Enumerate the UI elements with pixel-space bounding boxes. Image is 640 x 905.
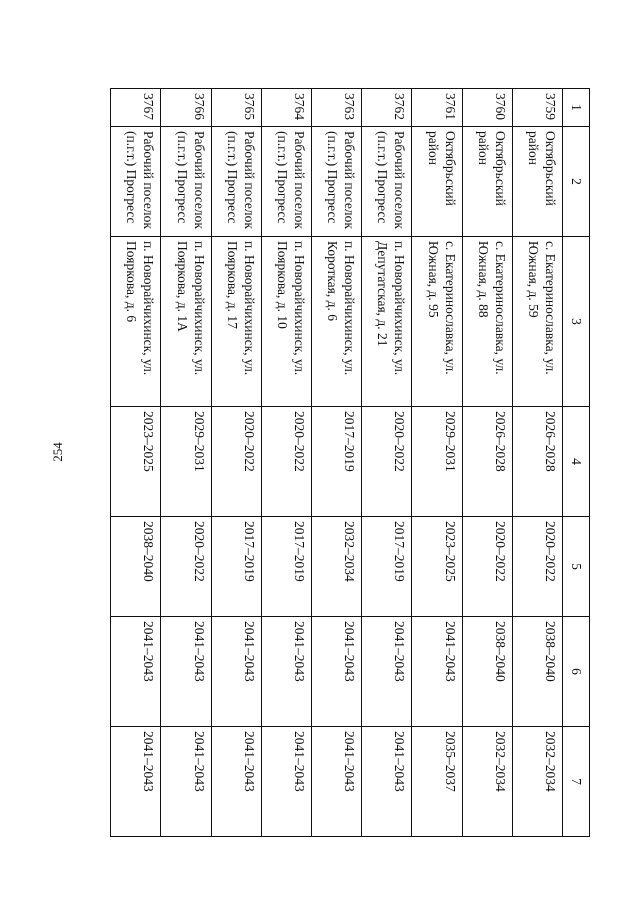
table-cell: 2017–2019: [311, 407, 361, 517]
table-cell: с. Екатеринославка, ул. Южная, д. 95: [412, 237, 462, 407]
table-row: [462, 89, 512, 837]
table-cell: Октябрьский район: [462, 127, 512, 237]
header-cell: 1: [563, 89, 590, 127]
table-cell: 2038–2040: [462, 617, 512, 727]
table-cell: п. Новорайчихинск, ул. Короткая, д. 6: [311, 237, 361, 407]
table-cell: 2032–2034: [311, 517, 361, 617]
header-cell: 4: [563, 407, 590, 517]
table-cell: п. Новорайчихинск, ул. Пояркова, д. 10: [261, 237, 311, 407]
table-cell: 2020–2022: [211, 407, 261, 517]
table-cell: 2041–2043: [211, 617, 261, 727]
table-cell: Октябрьский район: [512, 127, 562, 237]
table-cell: с. Екатеринославка, ул. Южная, д. 59: [512, 237, 562, 407]
table-cell: 3765: [211, 89, 261, 127]
header-cell: 3: [563, 237, 590, 407]
table-body: [111, 89, 590, 837]
table-cell: 2041–2043: [161, 727, 211, 837]
table-cell: 3766: [161, 89, 211, 127]
table-cell: Рабочий поселок (п.г.т.) Прогресс: [111, 127, 161, 237]
table-cell: 2017–2019: [261, 517, 311, 617]
table-cell: 2029–2031: [161, 407, 211, 517]
table-cell: 2041–2043: [111, 617, 161, 727]
table-cell: п. Новорайчихинск, ул. Пояркова, д. 6: [111, 237, 161, 407]
header-cell: 7: [563, 727, 590, 837]
table-cell: 2020–2022: [362, 407, 412, 517]
table-cell: Рабочий поселок (п.г.т.) Прогресс: [311, 127, 361, 237]
table-row: [311, 89, 361, 837]
table-cell: 2041–2043: [311, 727, 361, 837]
table-cell: 2026–2028: [462, 407, 512, 517]
table-cell: 2041–2043: [412, 617, 462, 727]
table-row: [211, 89, 261, 837]
table-cell: 3767: [111, 89, 161, 127]
table-cell: 2041–2043: [261, 727, 311, 837]
table-cell: 2041–2043: [311, 617, 361, 727]
table-cell: 2041–2043: [362, 727, 412, 837]
table-row: [412, 89, 462, 837]
table-cell: 2020–2022: [512, 517, 562, 617]
header-row: [563, 89, 590, 837]
table-cell: 2020–2022: [462, 517, 512, 617]
table-row: [362, 89, 412, 837]
table-cell: Рабочий поселок (п.г.т.) Прогресс: [261, 127, 311, 237]
table-cell: 2017–2019: [211, 517, 261, 617]
table-cell: 2038–2040: [512, 617, 562, 727]
header-cell: 5: [563, 517, 590, 617]
table-cell: п. Новорайчихинск, ул. Пояркова, д. 17: [211, 237, 261, 407]
table-cell: Октябрьский район: [412, 127, 462, 237]
table-cell: 2041–2043: [211, 727, 261, 837]
table-cell: 3763: [311, 89, 361, 127]
table-cell: 2032–2034: [462, 727, 512, 837]
table-cell: 3761: [412, 89, 462, 127]
table-cell: 2029–2031: [412, 407, 462, 517]
table-row: [512, 89, 562, 837]
header-cell: 6: [563, 617, 590, 727]
table-row: [161, 89, 211, 837]
table-cell: 3764: [261, 89, 311, 127]
header-cell: 2: [563, 127, 590, 237]
table-cell: 2038–2040: [111, 517, 161, 617]
rotated-table-container: [110, 88, 590, 836]
table-cell: 3760: [462, 89, 512, 127]
table-cell: 2035–2037: [412, 727, 462, 837]
table-cell: 2041–2043: [261, 617, 311, 727]
table-cell: с. Екатеринославка, ул. Южная, д. 88: [462, 237, 512, 407]
page-number: 254: [50, 442, 65, 462]
table-cell: 2041–2043: [111, 727, 161, 837]
table-cell: 2023–2025: [111, 407, 161, 517]
table-cell: 2017–2019: [362, 517, 412, 617]
table-cell: 2026–2028: [512, 407, 562, 517]
table-row: [261, 89, 311, 837]
table-cell: 2023–2025: [412, 517, 462, 617]
table-cell: п. Новорайчихинск, ул. Депутатская, д. 21: [362, 237, 412, 407]
data-table: [110, 88, 590, 837]
table-cell: 2041–2043: [362, 617, 412, 727]
table-cell: 3762: [362, 89, 412, 127]
table-cell: Рабочий поселок (п.г.т.) Прогресс: [161, 127, 211, 237]
table-cell: 2041–2043: [161, 617, 211, 727]
table-cell: 2020–2022: [161, 517, 211, 617]
table-cell: 2020–2022: [261, 407, 311, 517]
table-row: [111, 89, 161, 837]
table-cell: 3759: [512, 89, 562, 127]
table-cell: Рабочий поселок (п.г.т.) Прогресс: [211, 127, 261, 237]
table-cell: 2032–2034: [512, 727, 562, 837]
table-cell: Рабочий поселок (п.г.т.) Прогресс: [362, 127, 412, 237]
table-cell: п. Новорайчихинск, ул. Пояркова, д. 1А: [161, 237, 211, 407]
